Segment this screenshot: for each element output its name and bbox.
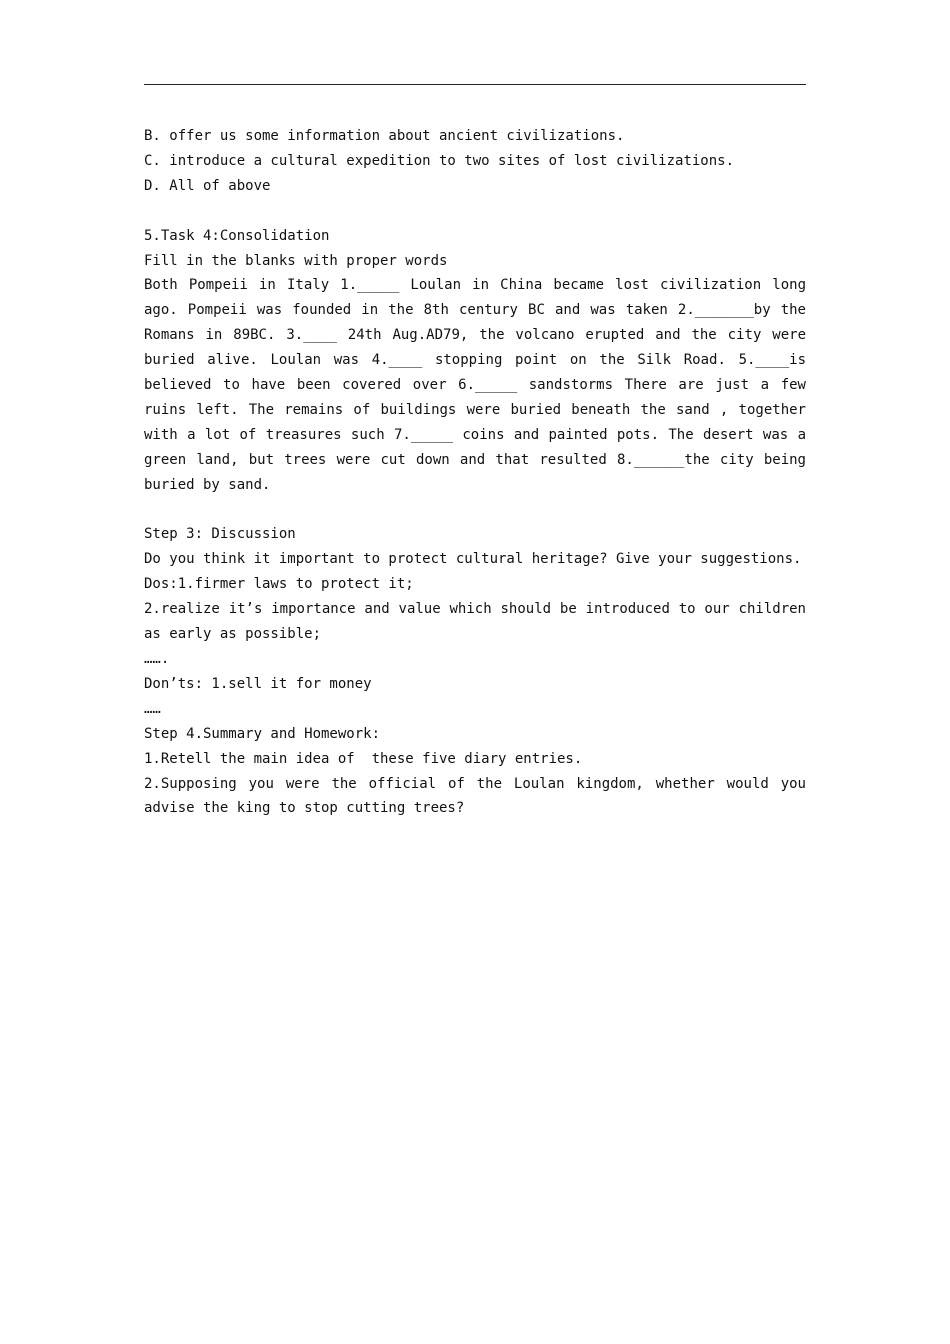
spacer	[144, 498, 806, 523]
option-b: B. offer us some information about ancient civilizations.	[144, 128, 625, 144]
task4-instruction: Fill in the blanks with proper words	[144, 252, 448, 269]
header-rule	[144, 84, 806, 85]
step3-question: Do you think it important to protect cultural heritage? Give your suggestions.	[144, 551, 802, 568]
step3-dos-1: Dos:1.firmer laws to protect it;	[144, 576, 414, 593]
step3-donts-1: Don’ts: 1.sell it for money	[144, 675, 372, 692]
task4-cloze-paragraph: Both Pompeii in Italy 1._____ Loulan in China became lost civilization long ago. Pompeii was founded in the 8th century BC and was taken 2._______by the Romans in 89BC. 3.____ 24th Aug.AD79, the volcano erupted and the city were buried alive. Loulan was 4.____ stopping point on the Silk Road. 5.____is believed to have been covered over 6._____ sandstorms There are just a few ruins left. The remains of buildings were buried beneath the sand , together with a lot of treasures such 7._____ coins and painted pots. The desert was a green land, but trees were cut down and that resulted 8.______the city being buried by sand.	[144, 277, 806, 493]
task4-heading: 5.Task 4:Consolidation	[144, 227, 330, 244]
document-body	[144, 124, 806, 821]
option-d: D. All of above	[144, 177, 271, 194]
spacer	[144, 199, 806, 224]
option-c: C. introduce a cultural expedition to two sites of lost civilizations.	[144, 152, 735, 169]
step3-dos-ellipsis: …….	[144, 651, 170, 667]
step4-heading: Step 4.Summary and Homework:	[144, 725, 381, 742]
step3-dos-2: 2.realize it’s importance and value which should be introduced to our children as early as possible;	[144, 601, 806, 643]
step3-heading: Step 3: Discussion	[144, 526, 296, 543]
step4-item-1: 1.Retell the main idea of these five diary entries.	[144, 750, 583, 767]
step3-donts-ellipsis: ……	[144, 700, 161, 717]
step4-item-2: 2.Supposing you were the official of the Loulan kingdom, whether would you advise the king to stop cutting trees?	[144, 775, 806, 817]
